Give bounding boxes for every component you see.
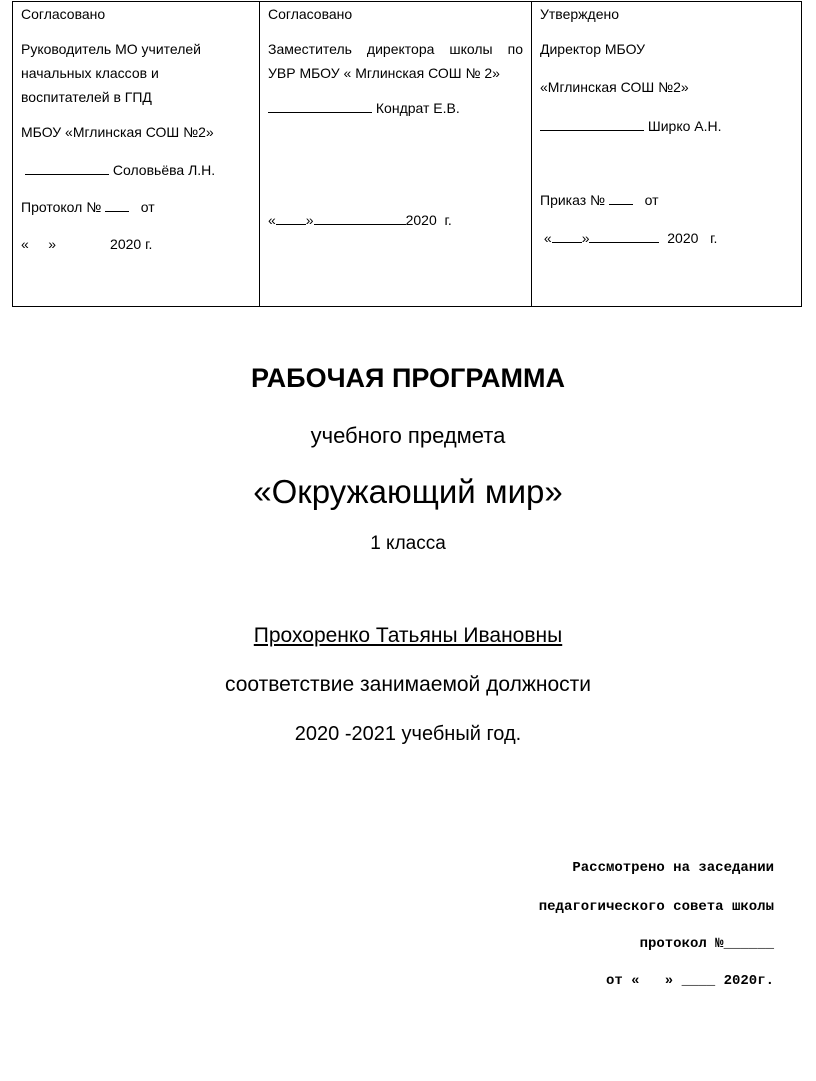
role-text: Директор МБОУ bbox=[540, 41, 646, 57]
approved-director-cell bbox=[531, 2, 801, 306]
order-line: Приказ № от bbox=[540, 192, 659, 208]
role-text: УВР МБОУ « Мглинская СОШ № 2» bbox=[268, 65, 500, 81]
signer-name: Ширко А.Н. bbox=[647, 118, 722, 134]
signature-line bbox=[540, 116, 793, 137]
review-date-line: от « » ____ 2020г. bbox=[605, 973, 774, 989]
qualification-category: соответствие занимаемой должности bbox=[224, 673, 592, 696]
role-text: Заместитель директора школы по bbox=[268, 41, 523, 57]
signer-name: Кондрат Е.В. bbox=[375, 100, 460, 116]
date-line: « » 2020 г. bbox=[268, 212, 452, 228]
academic-year: 2020 -2021 учебный год. bbox=[294, 723, 522, 745]
role-text: воспитателей в ГПД bbox=[21, 89, 152, 105]
approval-table bbox=[12, 1, 802, 307]
date-line: « » 2020 г. bbox=[543, 230, 718, 246]
document-subtitle: учебного предмета bbox=[310, 423, 506, 448]
review-protocol-line: протокол №______ bbox=[639, 936, 774, 952]
review-line: педагогического совета школы bbox=[538, 899, 774, 915]
grade-level: 1 класса bbox=[370, 533, 446, 554]
teacher-name: Прохоренко Татьяны Ивановны bbox=[253, 624, 563, 647]
organization-text: «Мглинская СОШ №2» bbox=[540, 79, 689, 95]
signer-name: Соловьёва Л.Н. bbox=[112, 162, 216, 178]
cell-heading: Утверждено bbox=[540, 6, 619, 22]
agreed-deputy-cell bbox=[259, 2, 531, 306]
protocol-line: Протокол № от bbox=[21, 199, 155, 215]
role-text: начальных классов и bbox=[21, 65, 159, 81]
role-text: Руководитель МО учителей bbox=[21, 41, 201, 57]
cell-heading: Согласовано bbox=[268, 6, 353, 22]
organization-text: МБОУ «Мглинская СОШ №2» bbox=[21, 124, 214, 140]
signature-line bbox=[21, 160, 251, 181]
date-line: « » 2020 г. bbox=[21, 236, 153, 252]
cell-heading: Согласовано bbox=[21, 6, 106, 22]
subject-name: «Окружающий мир» bbox=[253, 473, 563, 510]
agreed-mo-cell bbox=[13, 2, 259, 306]
review-line: Рассмотрено на заседании bbox=[572, 860, 774, 876]
signature-line bbox=[268, 98, 523, 119]
document-title: РАБОЧАЯ ПРОГРАММА bbox=[251, 363, 565, 393]
